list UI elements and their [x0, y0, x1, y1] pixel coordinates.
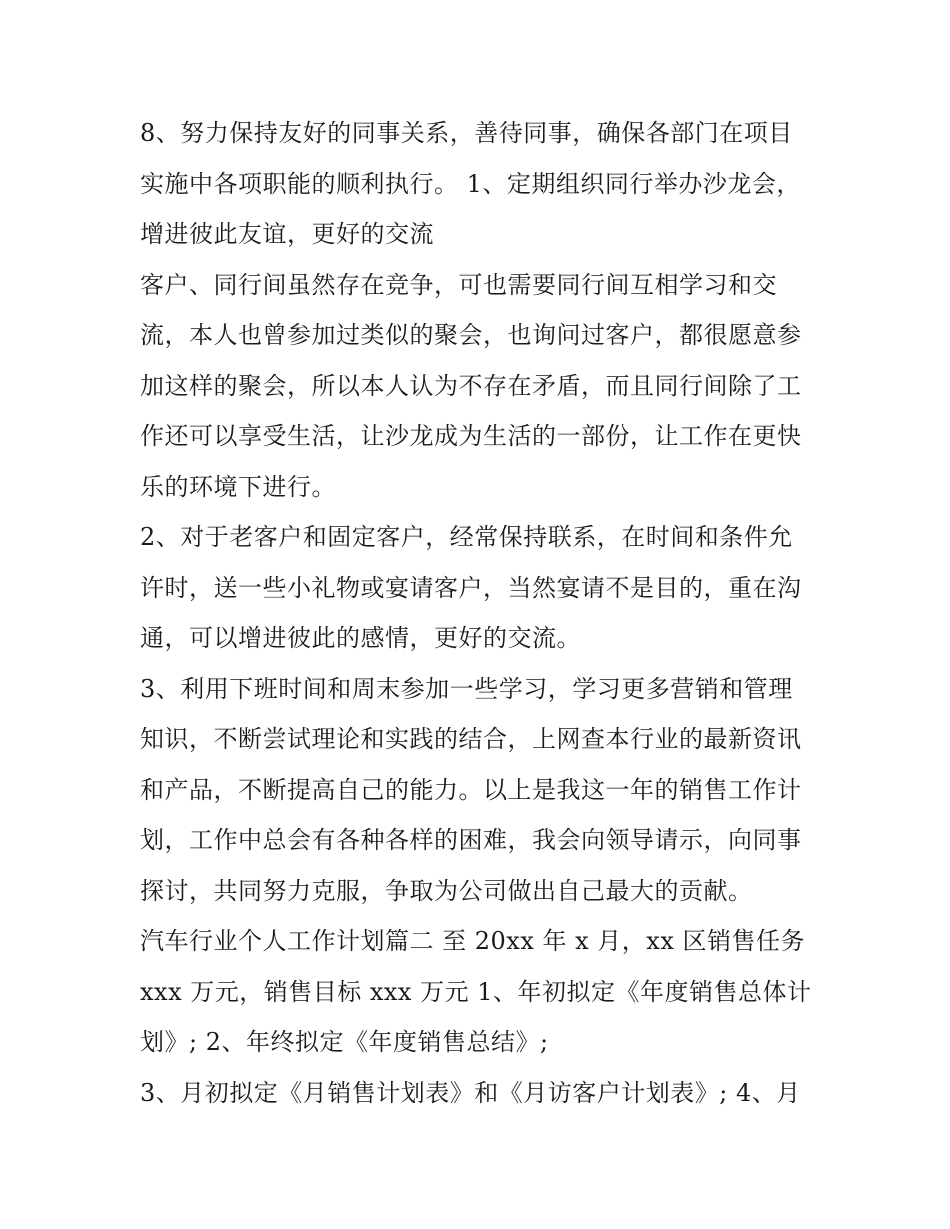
text-line: 实施中各项职能的顺利执行。 1、定期组织同行举办沙龙会，	[140, 169, 801, 198]
text-line: 划》; 2、年终拟定《年度销售总结》;	[140, 1028, 549, 1056]
text-line: 作还可以享受生活，让沙龙成为生活的一部份，让工作在更快	[140, 422, 802, 450]
text-line: 流，本人也曾参加过类似的聚会，也询问过客户，都很愿意参	[140, 321, 802, 349]
text-line: 通，可以增进彼此的感情，更好的交流。	[140, 624, 581, 652]
text-line: 2、对于老客户和固定客户，经常保持联系，在时间和条件允	[140, 523, 793, 551]
text-line: 增进彼此友谊，更好的交流	[140, 220, 434, 248]
document-body	[140, 108, 820, 1118]
text-line: 和产品，不断提高自己的能力。以上是我这一年的销售工作计	[140, 775, 802, 804]
text-line: 划，工作中总会有各种各样的困难，我会向领导请示，向同事	[140, 826, 802, 854]
text-line: 加这样的聚会，所以本人认为不存在矛盾，而且同行间除了工	[140, 371, 802, 400]
text-line: 客户、同行间虽然存在竞争，可也需要同行间互相学习和交	[140, 270, 777, 299]
text-line: 许时，送一些小礼物或宴请客户，当然宴请不是目的，重在沟	[140, 573, 802, 602]
text-line: 汽车行业个人工作计划篇二 至 20xx 年 x 月，xx 区销售任务	[140, 927, 805, 955]
text-line: 知识，不断尝试理论和实践的结合，上网查本行业的最新资讯	[140, 725, 802, 753]
text-line: 乐的环境下进行。	[140, 472, 336, 501]
text-line: 8、努力保持友好的同事关系，善待同事，确保各部门在项目	[140, 119, 793, 147]
text-line: xxx 万元，销售目标 xxx 万元 1、年初拟定《年度销售总体计	[140, 977, 812, 1006]
text-line: 探讨，共同努力克服，争取为公司做出自己最大的贡献。	[140, 876, 753, 905]
text-line: 3、月初拟定《月销售计划表》和《月访客户计划表》; 4、月	[140, 1078, 801, 1107]
text-line: 3、利用下班时间和周末参加一些学习，学习更多营销和管理	[140, 674, 793, 703]
